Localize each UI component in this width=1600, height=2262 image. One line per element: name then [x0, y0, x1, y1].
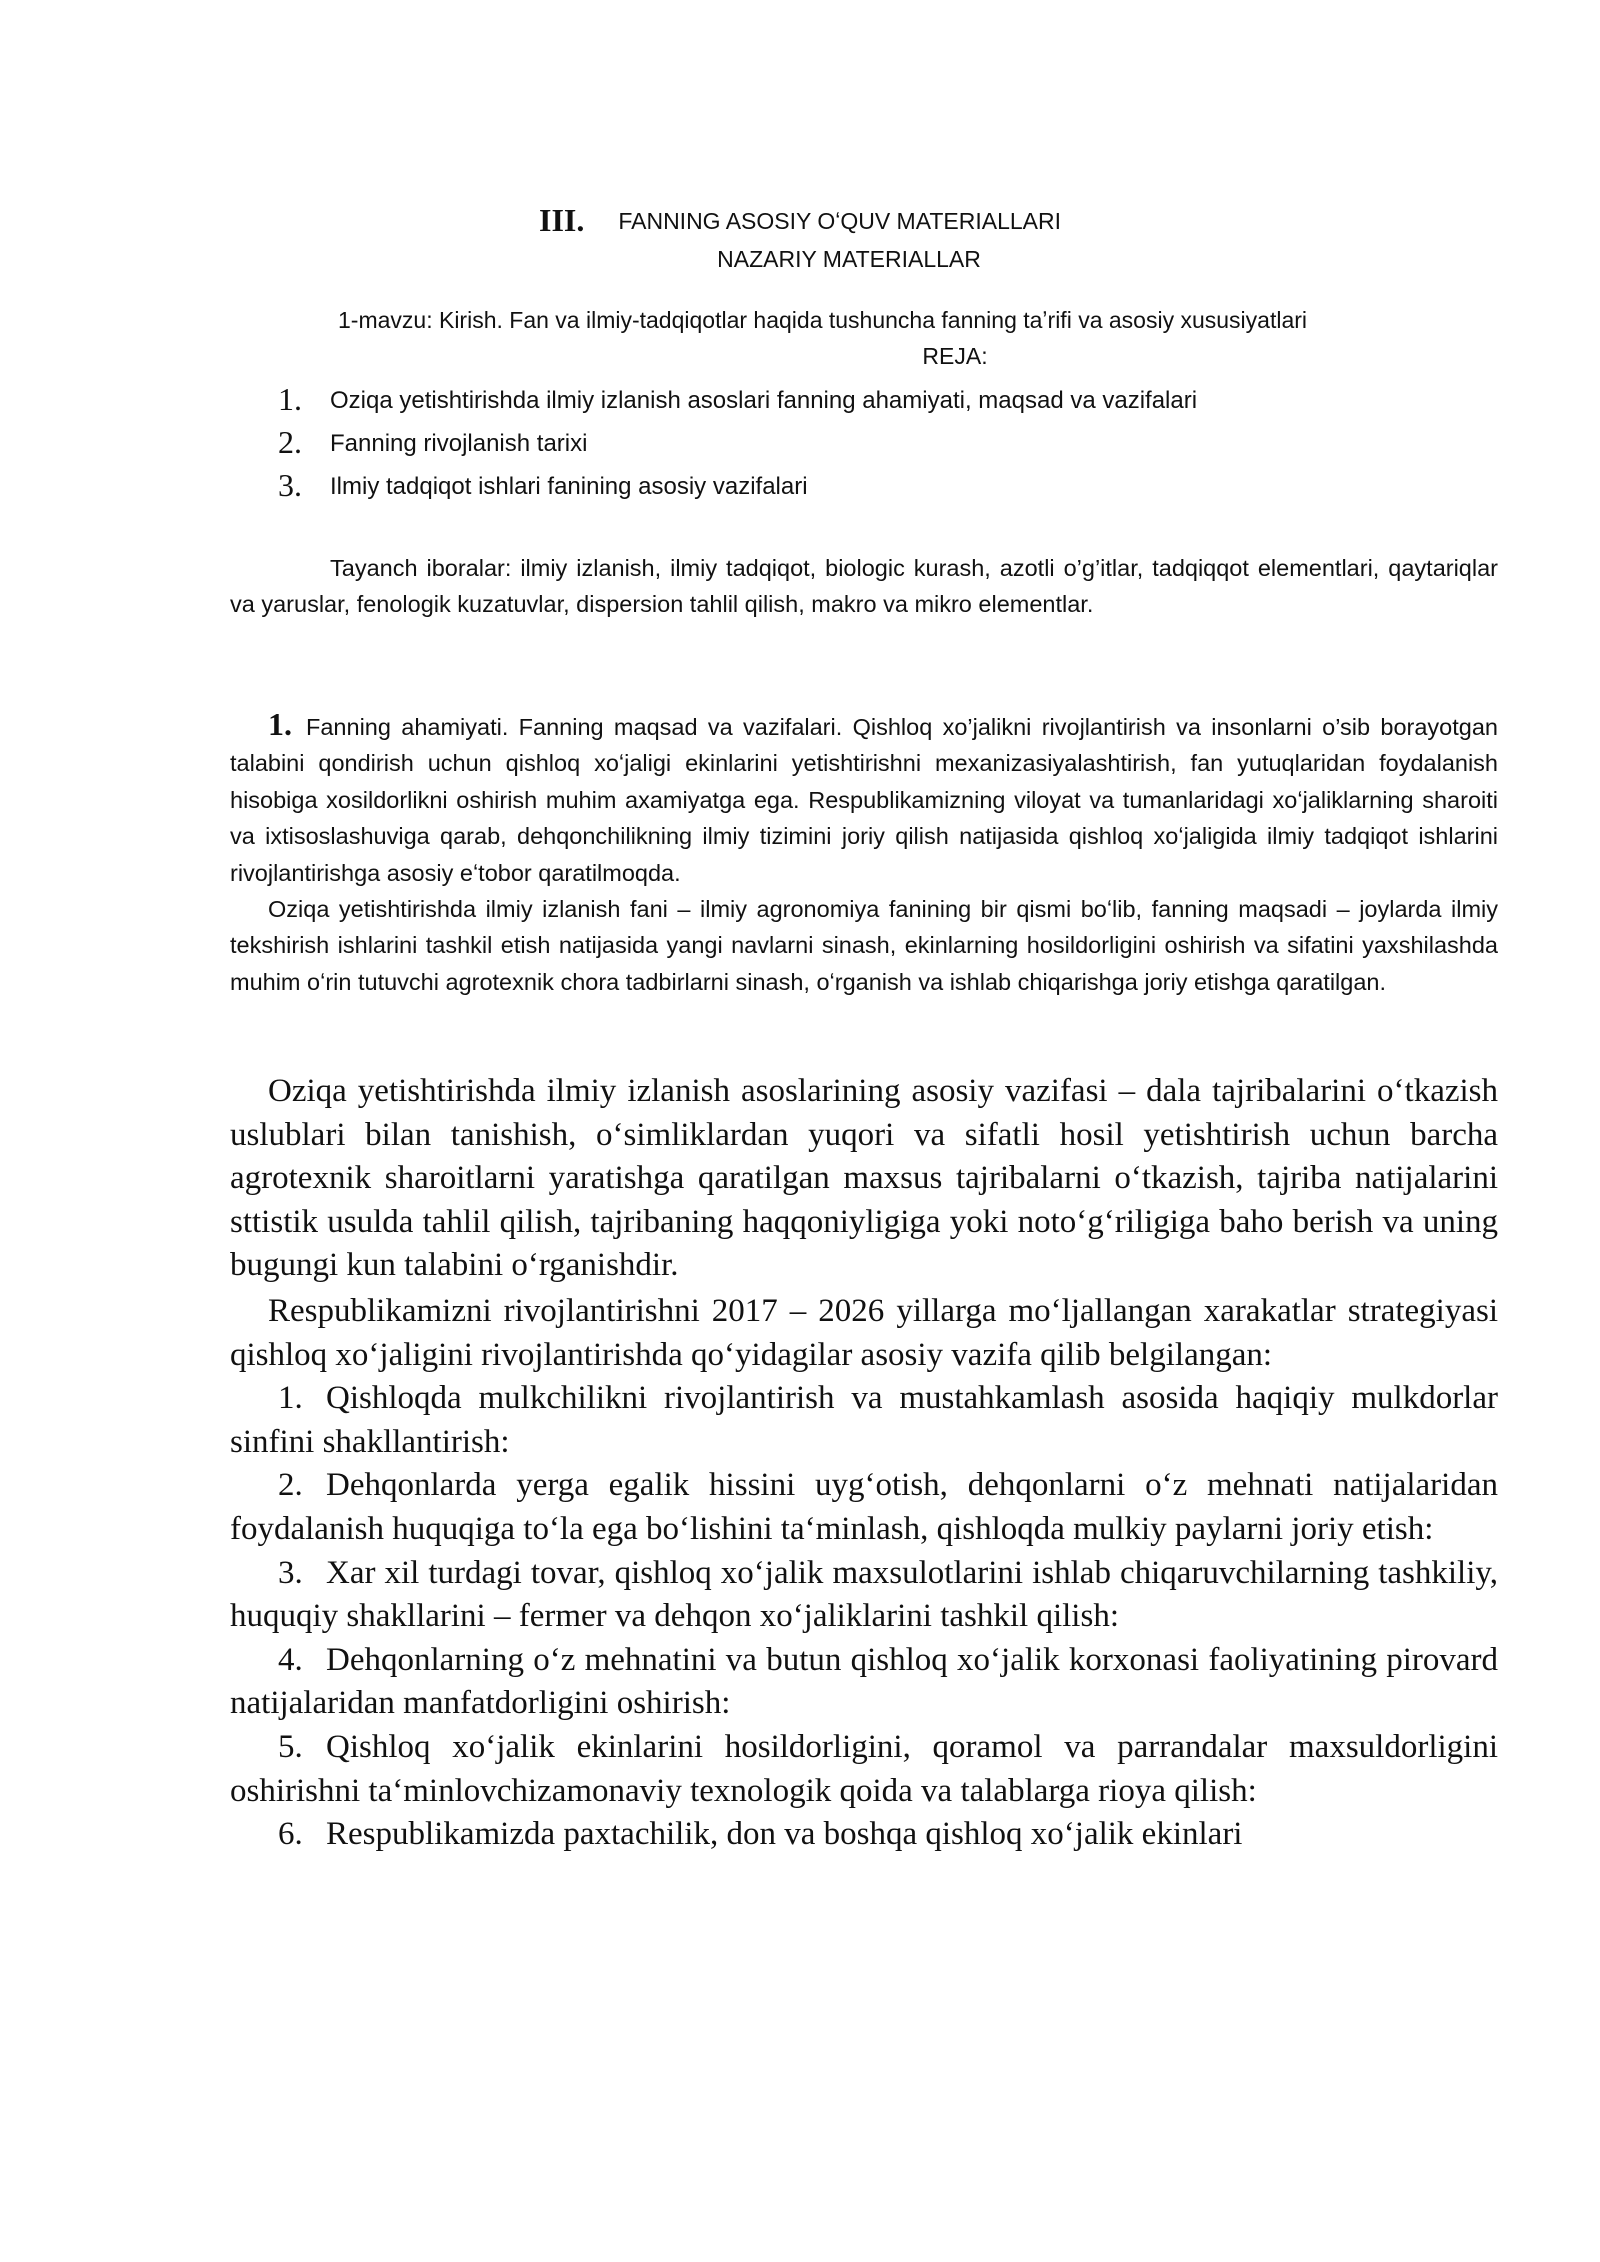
task-item: 4. Dehqonlarning oʻz mehnatini va butun qishloq xoʻjalik korxonasi faoliyatining pirovard natijalaridan manfatdorligini oshirish: — [230, 1641, 1498, 1722]
section-heading — [0, 202, 1600, 238]
plan-item: 1. Oziqa yetishtirishda ilmiy izlanish asoslari fanning ahamiyati, maqsad va vazifalari — [278, 381, 1198, 417]
task-item: 2. Dehqonlarda yerga egalik hissini uygʻotish, dehqonlarni oʻz mehnati natijalaridan foydalanish huquqiga toʻla ega boʻlishini taʻminlash, qishloqda mulkiy paylarni joriy etish: — [230, 1467, 1498, 1547]
task-item: 3. Xar xil turdagi tovar, qishloq xoʻjalik maxsulotlarini ishlab chiqaruvchilarning tashkiliy, huquqiy shakllarini – fermer va dehqon xoʻjaliklarini tashkil qilish: — [230, 1554, 1498, 1635]
main-text-block — [230, 1070, 1498, 1857]
task-item: 5. Qishloq xoʻjalik ekinlarini hosildorligini, qoramol va parrandalar maxsuldorligini oshirishni taʻminlovchizamonaviy texnologik qoida va talablarga rioya qilish: — [230, 1728, 1498, 1809]
plan-heading: REJA: — [922, 343, 988, 369]
section-1-number: 1. — [268, 706, 292, 742]
task-item: 6. Respublikamizda paxtachilik, don va boshqa qishloq xoʻjalik ekinlari — [278, 1816, 1243, 1853]
paragraph-3: Oziqa yetishtirishda ilmiy izlanish asoslarining asosiy vazifasi – dala tajribalarini oʻtkazish uslublari bilan tanishish, oʻsimliklardan yuqori va sifatli hosil yetishtirish uchun barcha agrotexnik sharoitlarni yaratishga qaratilgan maxsus tajribalarni oʻtkazish, tajriba natijalarini sttistik usulda tahlil qilish, tajribaning haqqoniyligiga yoki notoʻgʻriligiga baho berish va uning bugungi kun talabini oʻrganishdir. — [230, 1073, 1498, 1284]
section-1-block — [230, 706, 1498, 1000]
section-subtitle: NAZARIY MATERIALLAR — [717, 246, 981, 272]
roman-numeral: III. — [538, 202, 585, 238]
plan-item: 3. Ilmiy tadqiqot ishlari fanining asosiy vazifalari — [278, 467, 808, 503]
paragraph-4: Respublikamizni rivojlantirishni 2017 – 2026 yillarga moʻljallangan xarakatlar strategiyasi qishloq xoʻjaligini rivojlantirishda qoʻyidagilar asosiy vazifa qilib belgilangan: — [230, 1292, 1498, 1373]
topic-title: 1-mavzu: Kirish. Fan va ilmiy-tadqiqotlar haqida tushuncha fanning taʼrifi va asosiy xususiyatlari — [338, 307, 1308, 333]
plan-item: 2. Fanning rivojlanish tarixi — [278, 424, 588, 460]
task-item: 1. Qishloqda mulkchilikni rivojlantirish va mustahkamlash asosida haqiqiy mulkdorlar sinfini shakllantirish: — [230, 1380, 1498, 1460]
keywords-text: Tayanch iboralar: ilmiy izlanish, ilmiy tadqiqot, biologic kurash, azotli o’g’itlar, tadqiqqot elementlari, qaytariqlar va yaruslar, fenologik kuzatuvlar, dispersion tahlil qilish, makro va mikro elementlar. — [230, 555, 1498, 618]
section-title: FANNING ASOSIY OʻQUV MATERIALLARI — [618, 208, 1061, 234]
section-1-text: 1. Fanning ahamiyati. Fanning maqsad va vazifalari. Qishloq xo’jalikni rivojlantirish va insonlarni o’sib borayotgan talabini qondirish uchun qishloq xoʻjaligi ekinlarini yetishtirishni mexanizasiyalashtirish, fan yutuqlaridan foydalanish hisobiga xosildorlikni oshirish muhim axamiyatga ega. Respublikamizning viloyat va tumanlaridagi xoʻjaliklarning sharoiti va ixtisoslashuviga qarab, dehqonchilikning ilmiy tizimini joriy qilish natijasida qishloq xoʻjaligida ilmiy tadqiqot ishlarini rivojlantirishga asosiy eʻtobor qaratilmoqda. — [230, 706, 1498, 886]
keywords-block — [230, 550, 1498, 623]
paragraph-2: Oziqa yetishtirishda ilmiy izlanish fani – ilmiy agronomiya fanining bir qismi boʻlib, fanning maqsadi – joylarda ilmiy tekshirish ishlarini tashkil etish natijasida yangi navlarni sinash, ekinlarning hosildorligini oshirish va sifatini yaxshilashda muhim oʻrin tutuvchi agrotexnik chora tadbirlarni sinash, oʻrganish va ishlab chiqarishga joriy etishga qaratilgan. — [230, 896, 1498, 995]
